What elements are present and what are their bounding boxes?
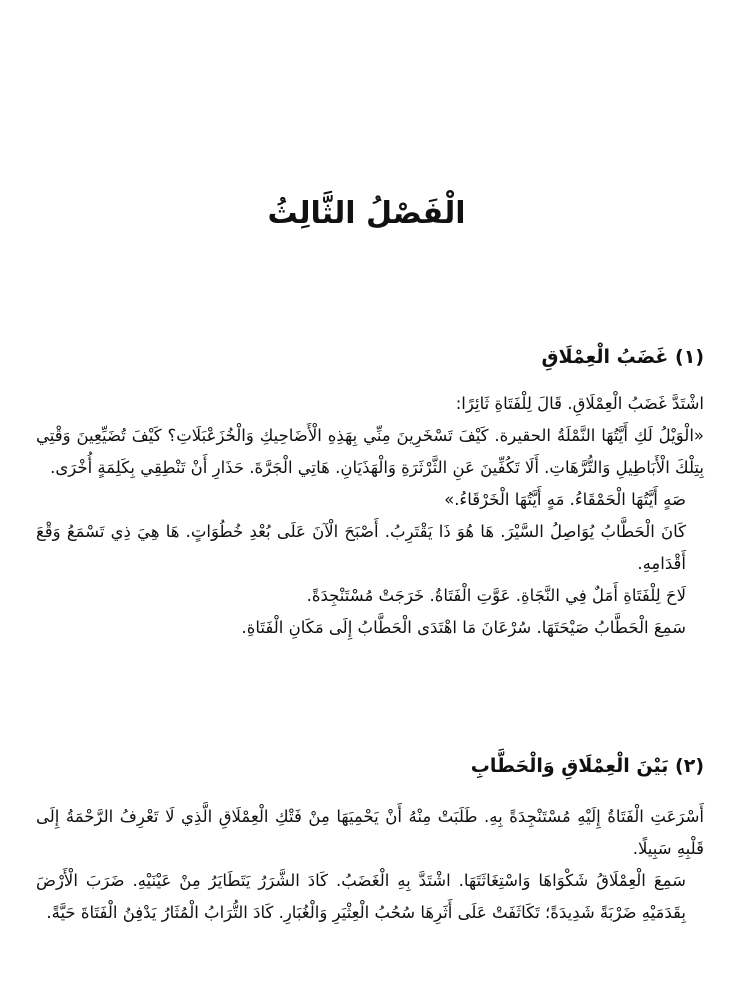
section-heading: (١) غَضَبُ الْعِمْلَاقِ [541,346,704,368]
paragraph: صَهٍ أَيَّتُهَا الْحَمْقَاءُ. مَهٍ أَيَّتُهَا الْخَرْقَاءُ.» [444,490,686,509]
section-body [36,388,704,644]
paragraph: أَسْرَعَتِ الْفَتَاةُ إِلَيْهِ مُسْتَنْجِدَةً بِهِ. طَلَبَتْ مِنْهُ أَنْ يَحْمِيَهَا مِنْ فَتْكِ الْعِمْلَاقِ الَّذِي لَا تَعْرِفُ الرَّحْمَةُ إِلَى قَلْبِهِ سَبِيلًا. [36,807,704,858]
paragraph: لَاحَ لِلْفَتَاةِ أَمَلٌ فِي النَّجَاةِ. عَوَّتِ الْفَتَاةُ. خَرَجَتْ مُسْتَنْجِدَةً. [306,586,686,605]
paragraph: كَانَ الْحَطَّابُ يُوَاصِلُ السَّيْرَ. هَا هُوَ ذَا يَقْتَرِبُ. أَصْبَحَ الْآنَ عَلَى بُعْدِ خُطُوَاتٍ. هَا هِيَ ذِي تَسْمَعُ وَقْعَ أَقْدَامِهِ. [36,522,686,573]
section-heading: (٢) بَيْنَ الْعِمْلَاقِ وَالْحَطَّابِ [470,755,704,777]
chapter-title: الْفَصْلُ الثَّالِثُ [267,196,466,231]
section-giant-anger [36,346,704,644]
paragraph: سَمِعَ الْعِمْلَاقُ شَكْوَاهَا وَاسْتِغَاثَتَهَا. اشْتَدَّ بِهِ الْغَضَبُ. كَادَ الشَّرَرُ يَتَطَايَرُ مِنْ عَيْنَيْهِ. ضَرَبَ الْأَرْضَ بِقَدَمَيْهِ ضَرْبَةً شَدِيدَةً؛ تَكَاثَفَتْ عَلَى أَثَرِهَا سُحُبُ الْعِثْيَرِ وَالْغُبَارِ. كَادَ التُّرَابُ الْمُثَارُ يَدْفِنُ الْفَتَاةَ حَيَّةً. [36,871,686,922]
section-body [36,801,704,929]
paragraph: سَمِعَ الْحَطَّابُ صَيْحَتَهَا. سُرْعَانَ مَا اهْتَدَى الْحَطَّابُ إِلَى مَكَانِ الْفَتَاةِ. [241,618,686,637]
paragraph: «الْوَيْلُ لَكِ أَيَّتُهَا النَّمْلَةُ الحقيرة. كَيْفَ تَسْخَرِينَ مِنِّي بِهَذِهِ الْأَضَاحِيكِ وَالْخُزَعْبَلَاتِ؟ كَيْفَ تُضَيِّعِينَ وَقْتِي بِتِلْكَ الْأَبَاطِيلِ وَالتُّرَّهَاتِ. أَلَا تَكُفِّينَ عَنِ الثَّرْثَرَةِ وَالْهَذَيَانِ. هَاتِي الْجَرَّةَ. حَذَارِ أَنْ تَنْطِقِي بِكَلِمَةٍ أُخْرَى. [36,426,704,477]
section-giant-and-woodcutter [36,755,704,929]
paragraph: اشْتَدَّ غَضَبُ الْعِمْلَاقِ. قَالَ لِلْفَتَاةِ ثَائِرًا: [455,394,704,413]
